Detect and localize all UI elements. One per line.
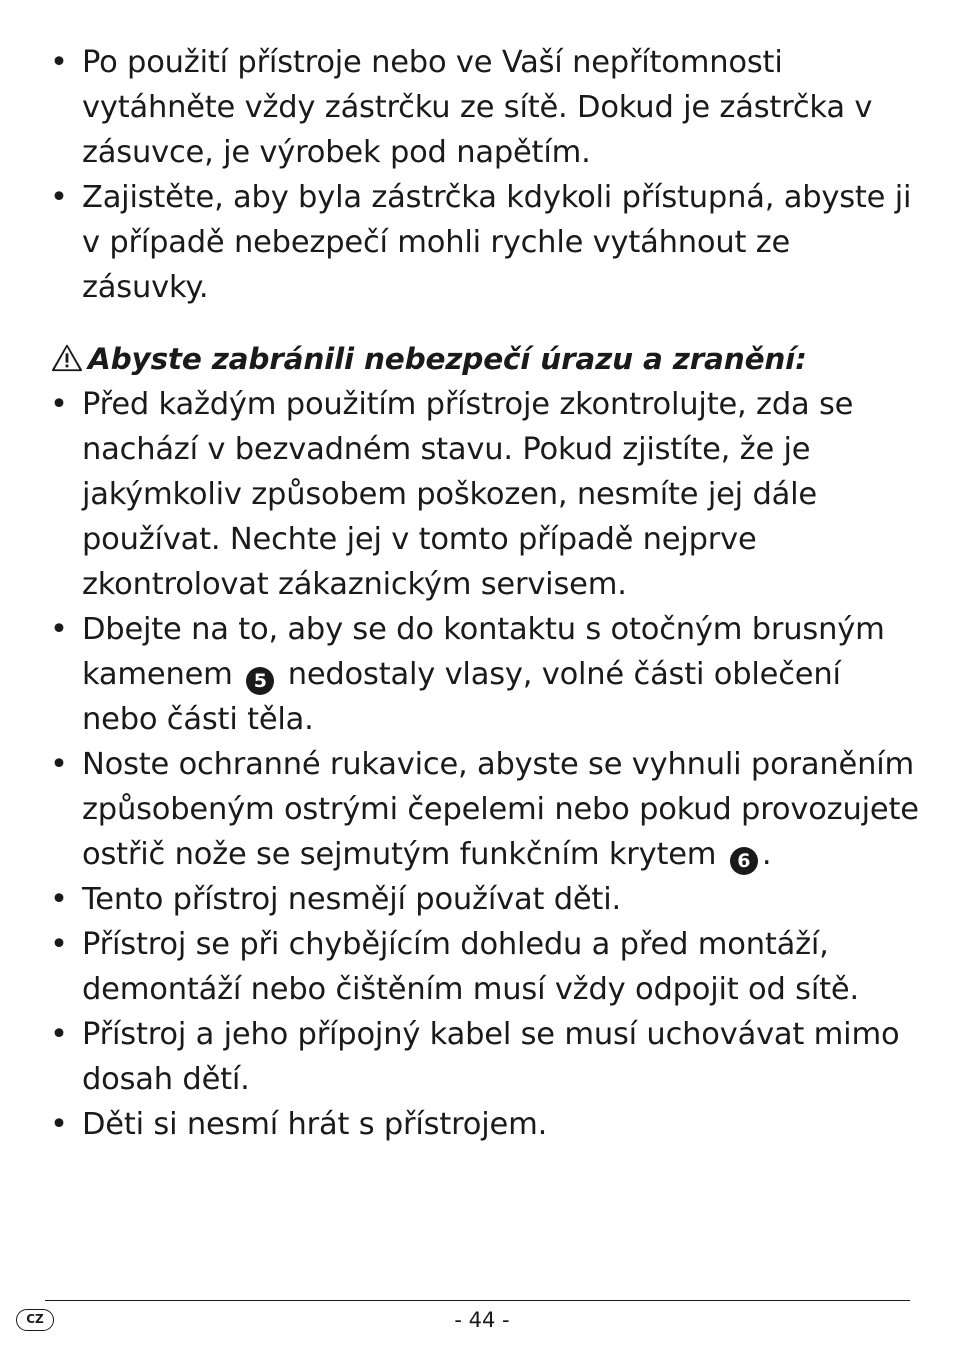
bullet: •	[50, 882, 68, 917]
list-item	[50, 922, 920, 1012]
list-item-text: Dbejte na to, aby se do kontaktu s otočným brusným kamenem	[82, 612, 885, 692]
list-item	[50, 877, 920, 922]
warning-heading-text: Abyste zabránili nebezpečí úrazu a zranění:	[88, 342, 807, 376]
part-number-5-icon: 5	[246, 667, 274, 695]
list-item-text: Děti si nesmí hrát s přístrojem.	[82, 1107, 548, 1142]
bullet: •	[50, 1107, 68, 1142]
list-item	[50, 382, 920, 607]
footer-divider	[45, 1300, 910, 1301]
list-item	[50, 175, 920, 310]
list-item-text: Po použití přístroje nebo ve Vaší nepřítomnosti vytáhněte vždy zástrčku ze sítě. Dokud je zástrčka v zásuvce, je výrobek pod napětím.	[82, 45, 873, 170]
bullet: •	[50, 612, 68, 647]
warning-heading	[50, 337, 920, 382]
manual-page-content	[50, 40, 920, 1147]
bullet: •	[50, 1017, 68, 1052]
list-item	[50, 40, 920, 175]
list-item-text: .	[761, 837, 772, 872]
list-item-text: Zajistěte, aby byla zástrčka kdykoli přístupná, abyste ji v případě nebezpečí mohli rychle vytáhnout ze zásuvky.	[82, 180, 912, 305]
part-number-6-icon: 6	[730, 847, 758, 875]
list-item	[50, 607, 920, 742]
list-item	[50, 742, 920, 877]
list-item	[50, 1102, 920, 1147]
list-item-text: Noste ochranné rukavice, abyste se vyhnuli poraněním způsobeným ostrými čepelemi nebo pokud provozujete ostřič nože se sejmutým funkčním krytem	[82, 747, 919, 872]
list-item-text: nedostaly vlasy, volné části oblečení nebo části těla.	[82, 657, 841, 737]
bullet: •	[50, 927, 68, 962]
bullet: •	[50, 747, 68, 782]
list-item-text: Před každým použitím přístroje zkontrolujte, zda se nachází v bezvadném stavu. Pokud zjistíte, že je jakýmkoliv způsobem poškozen, nesmíte jej dále používat. Nechte jej v tomto případě nejprve zkontrolovat zákaznickým servisem.	[82, 387, 854, 602]
bullet: •	[50, 180, 68, 215]
safety-list-top	[50, 40, 920, 310]
bullet: •	[50, 387, 68, 422]
language-badge: CZ	[16, 1309, 54, 1331]
bullet: •	[50, 45, 68, 80]
safety-list-bottom	[50, 382, 920, 1147]
page-number: - 44 -	[454, 1308, 510, 1332]
list-item-text: Tento přístroj nesmějí používat děti.	[82, 882, 621, 917]
list-item-text: Přístroj a jeho přípojný kabel se musí uchovávat mimo dosah dětí.	[82, 1017, 900, 1097]
warning-triangle-icon	[50, 344, 84, 372]
list-item-text: Přístroj se při chybějícím dohledu a před montáží, demontáží nebo čištěním musí vždy odpojit od sítě.	[82, 927, 859, 1007]
list-item	[50, 1012, 920, 1102]
